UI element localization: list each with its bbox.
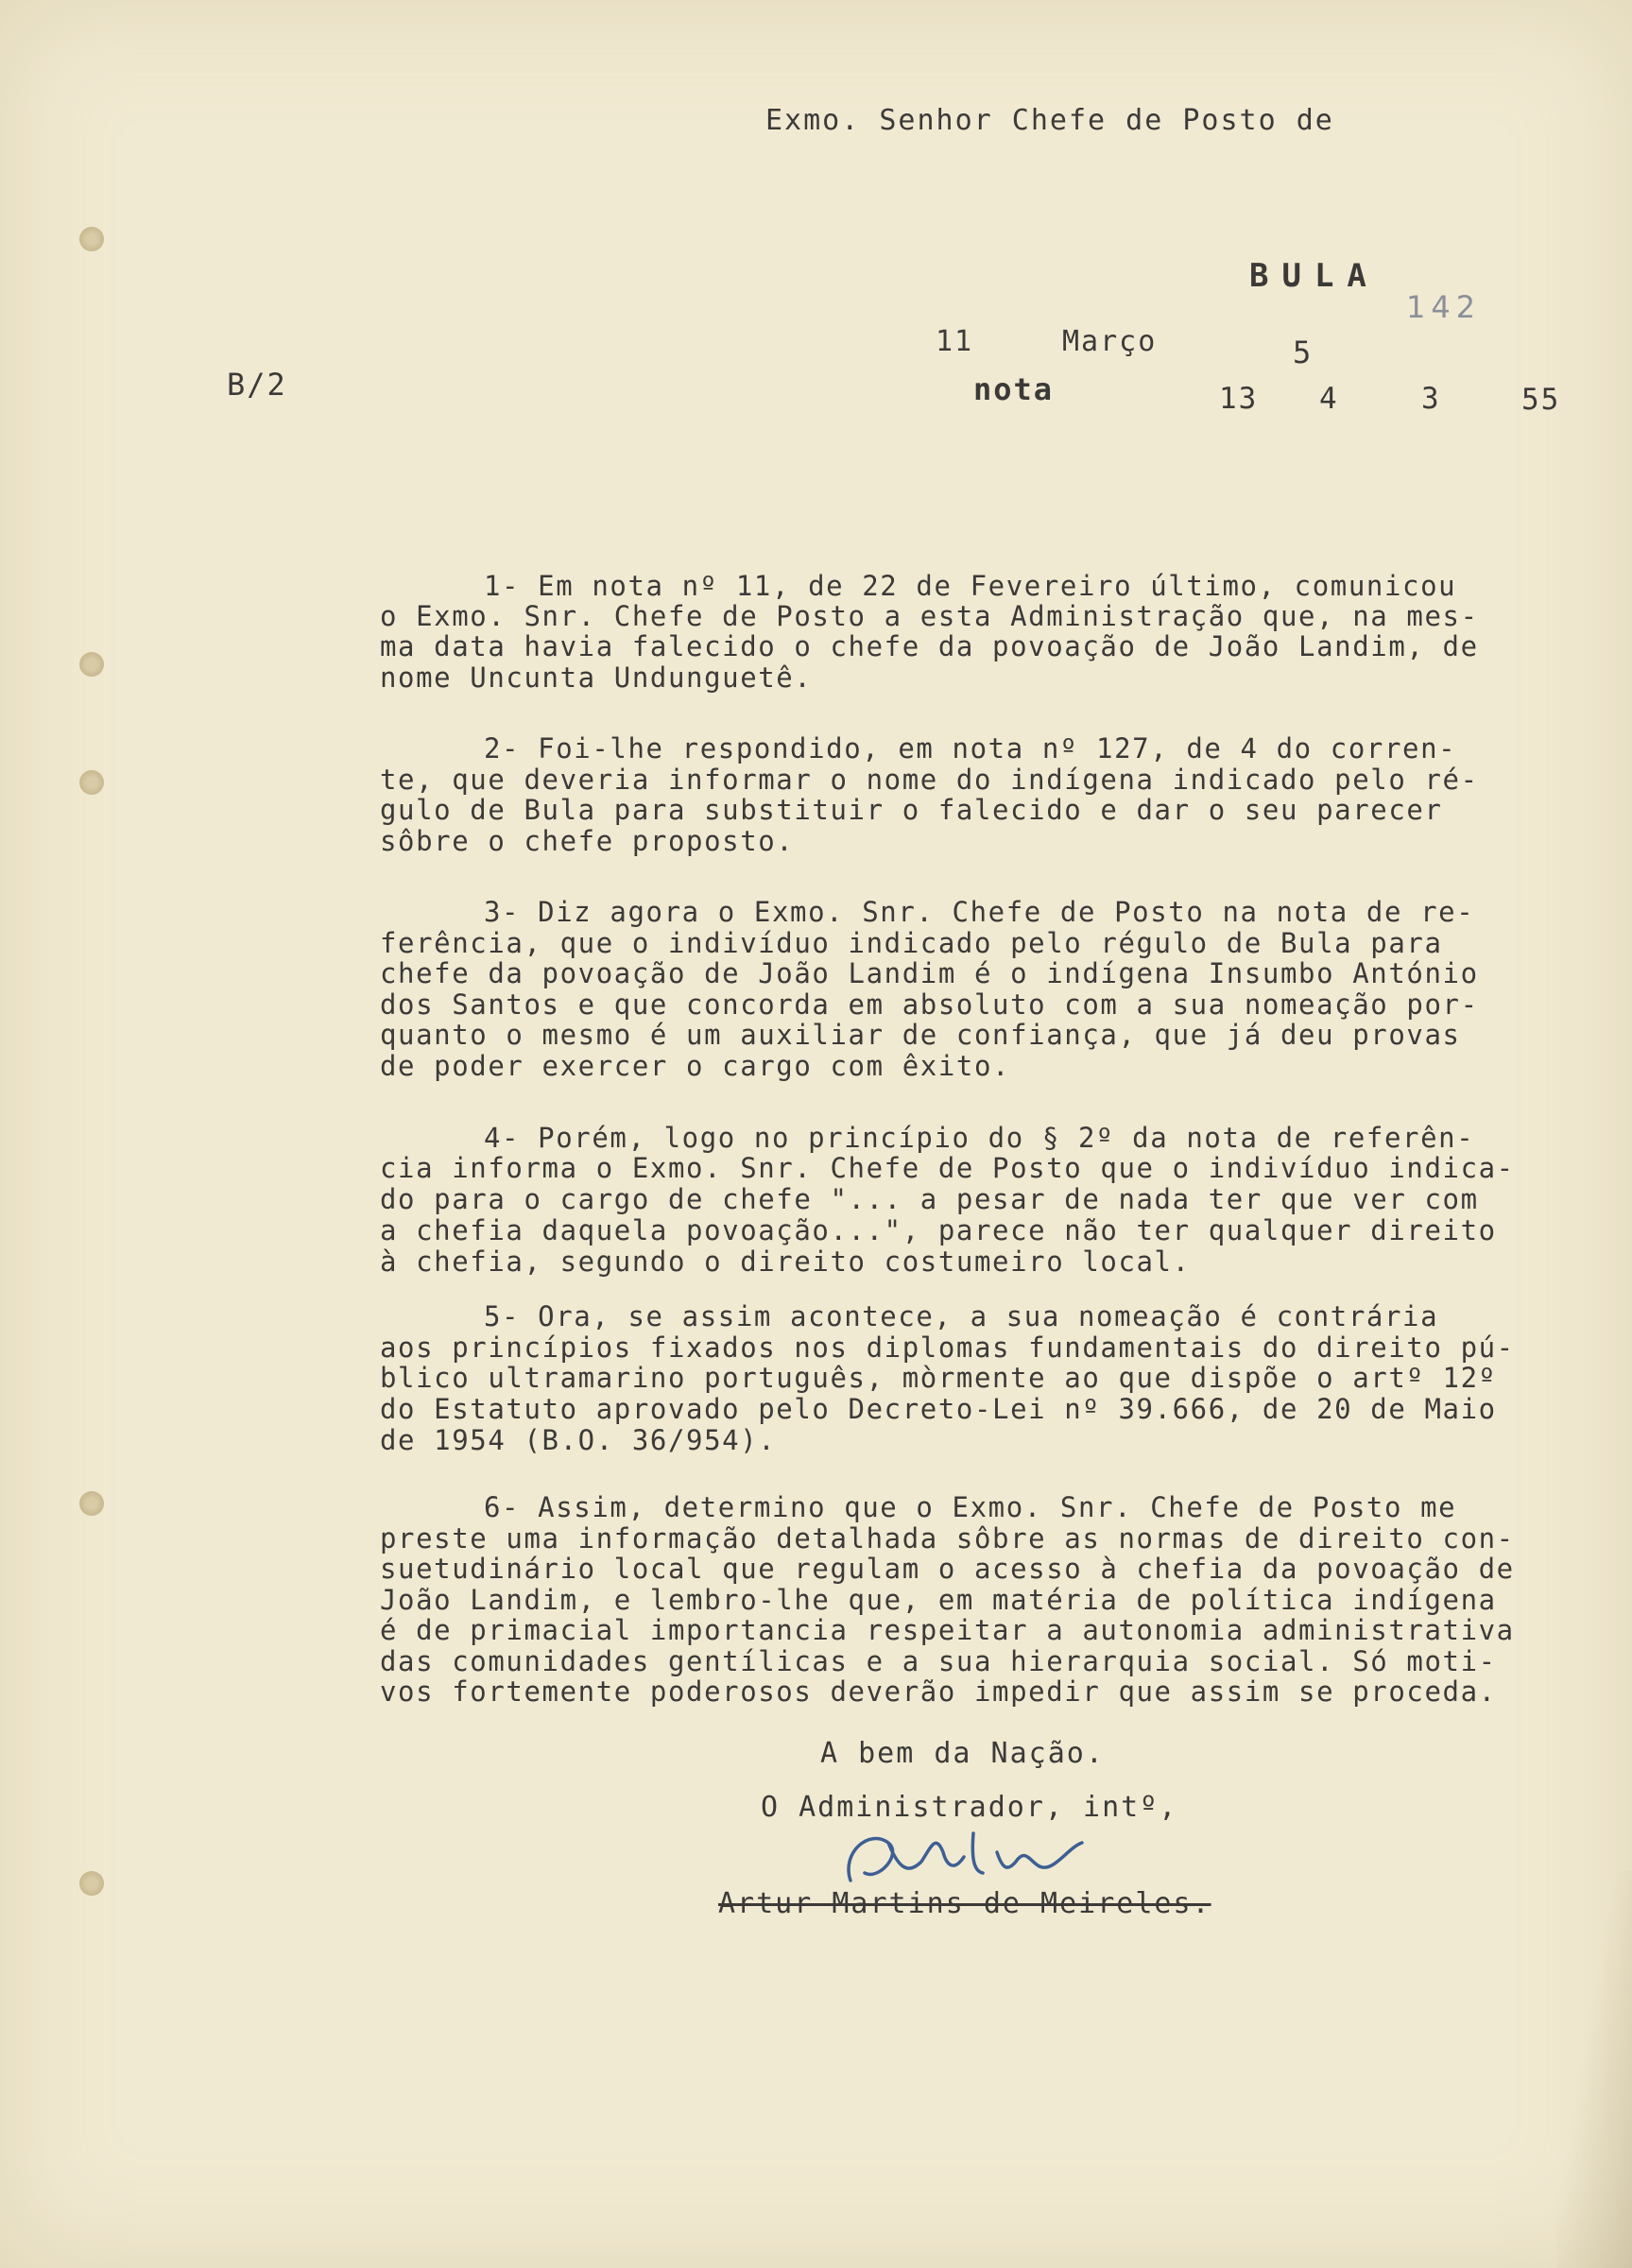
body-line: blico ultramarino português, mòrmente ao que dispõe o artº 12º: [380, 1362, 1497, 1394]
body-line: quanto o mesmo é um auxiliar de confiança, que já deu provas: [380, 1019, 1461, 1051]
body-line: do para o cargo de chefe "... a pesar de nada ter que ver com: [380, 1183, 1479, 1215]
body-line: aos princípios fixados nos diplomas fundamentais do direito pú-: [380, 1332, 1515, 1364]
body-line: ferência, que o indivíduo indicado pelo régulo de Bula para: [380, 927, 1443, 959]
addressee-line: Exmo. Senhor Chefe de Posto de: [765, 104, 1334, 137]
body-line: à chefia, segundo o direito costumeiro local.: [380, 1246, 1191, 1278]
body-line: de poder exercer o cargo com êxito.: [380, 1050, 1011, 1082]
punch-hole: [79, 1491, 104, 1516]
body-line: 1- Em nota nº 11, de 22 de Fevereiro último, comunicou: [484, 570, 1457, 602]
body-line: preste uma informação detalhada sôbre as normas de direito con-: [380, 1522, 1515, 1555]
punch-hole: [79, 770, 104, 795]
body-line: das comunidades gentílicas e a sua hierarquia social. Só moti-: [380, 1645, 1497, 1677]
body-line: te, que deveria informar o nome do indígena indicado pelo ré-: [380, 764, 1479, 796]
nota-field: 13: [1219, 382, 1259, 416]
body-line: do Estatuto aprovado pelo Decreto-Lei nº 39.666, de 20 de Maio: [380, 1393, 1497, 1425]
salutation: A bem da Nação.: [820, 1737, 1105, 1770]
body-line: cia informa o Exmo. Snr. Chefe de Posto que o indivíduo indica-: [380, 1152, 1515, 1184]
archive-number: 142: [1406, 289, 1482, 325]
body-line: ma data havia falecido o chefe da povoação de João Landim, de: [380, 630, 1479, 662]
signer-name: Artur Martins de Meireles.: [718, 1887, 1211, 1920]
body-line: João Landim, e lembro-lhe que, em matéria de política indígena: [380, 1584, 1497, 1616]
punch-hole: [79, 1871, 104, 1896]
place-name: BULA: [1249, 257, 1380, 295]
body-line: vos fortemente poderosos deverão impedir que assim se proceda.: [380, 1675, 1497, 1708]
nota-label: nota: [973, 371, 1055, 407]
punch-hole: [79, 652, 104, 677]
body-line: a chefia daquela povoação...", parece não ter qualquer direito: [380, 1214, 1497, 1246]
body-line: gulo de Bula para substituir o falecido e dar o seu parecer: [380, 794, 1443, 826]
date-month: Março: [1062, 325, 1158, 358]
body-line: 6- Assim, determino que o Exmo. Snr. Chefe de Posto me: [484, 1491, 1457, 1523]
date-daynum: 5: [1293, 335, 1314, 370]
body-line: o Exmo. Snr. Chefe de Posto a esta Administração que, na mes-: [380, 600, 1479, 632]
signer-title: O Administrador, intº,: [761, 1791, 1178, 1824]
body-line: é de primacial importancia respeitar a autonomia administrativa: [380, 1614, 1515, 1646]
date-day: 11: [936, 325, 974, 358]
body-line: 3- Diz agora o Exmo. Snr. Chefe de Posto na nota de re-: [484, 896, 1475, 928]
body-line: 2- Foi-lhe respondido, em nota nº 127, de 4 do corren-: [484, 732, 1457, 765]
punch-hole: [79, 227, 104, 251]
body-line: 4- Porém, logo no princípio do § 2º da nota de referên-: [484, 1122, 1475, 1154]
body-line: dos Santos e que concorda em absoluto com a sua nomeação por-: [380, 988, 1479, 1021]
body-line: de 1954 (B.O. 36/954).: [380, 1424, 777, 1456]
page-curl: [1556, 1871, 1632, 2268]
body-line: chefe da povoação de João Landim é o indígena Insumbo António: [380, 957, 1479, 989]
nota-field: 4: [1319, 382, 1339, 416]
nota-field: 55: [1521, 383, 1561, 417]
reference-code: B/2: [227, 367, 287, 403]
body-line: 5- Ora, se assim acontece, a sua nomeação é contrária: [484, 1300, 1439, 1332]
body-line: nome Uncunta Undunguetê.: [380, 662, 813, 694]
nota-field: 3: [1421, 382, 1441, 416]
body-line: suetudinário local que regulam o acesso à chefia da povoação de: [380, 1553, 1515, 1585]
body-line: sôbre o chefe proposto.: [380, 825, 795, 857]
